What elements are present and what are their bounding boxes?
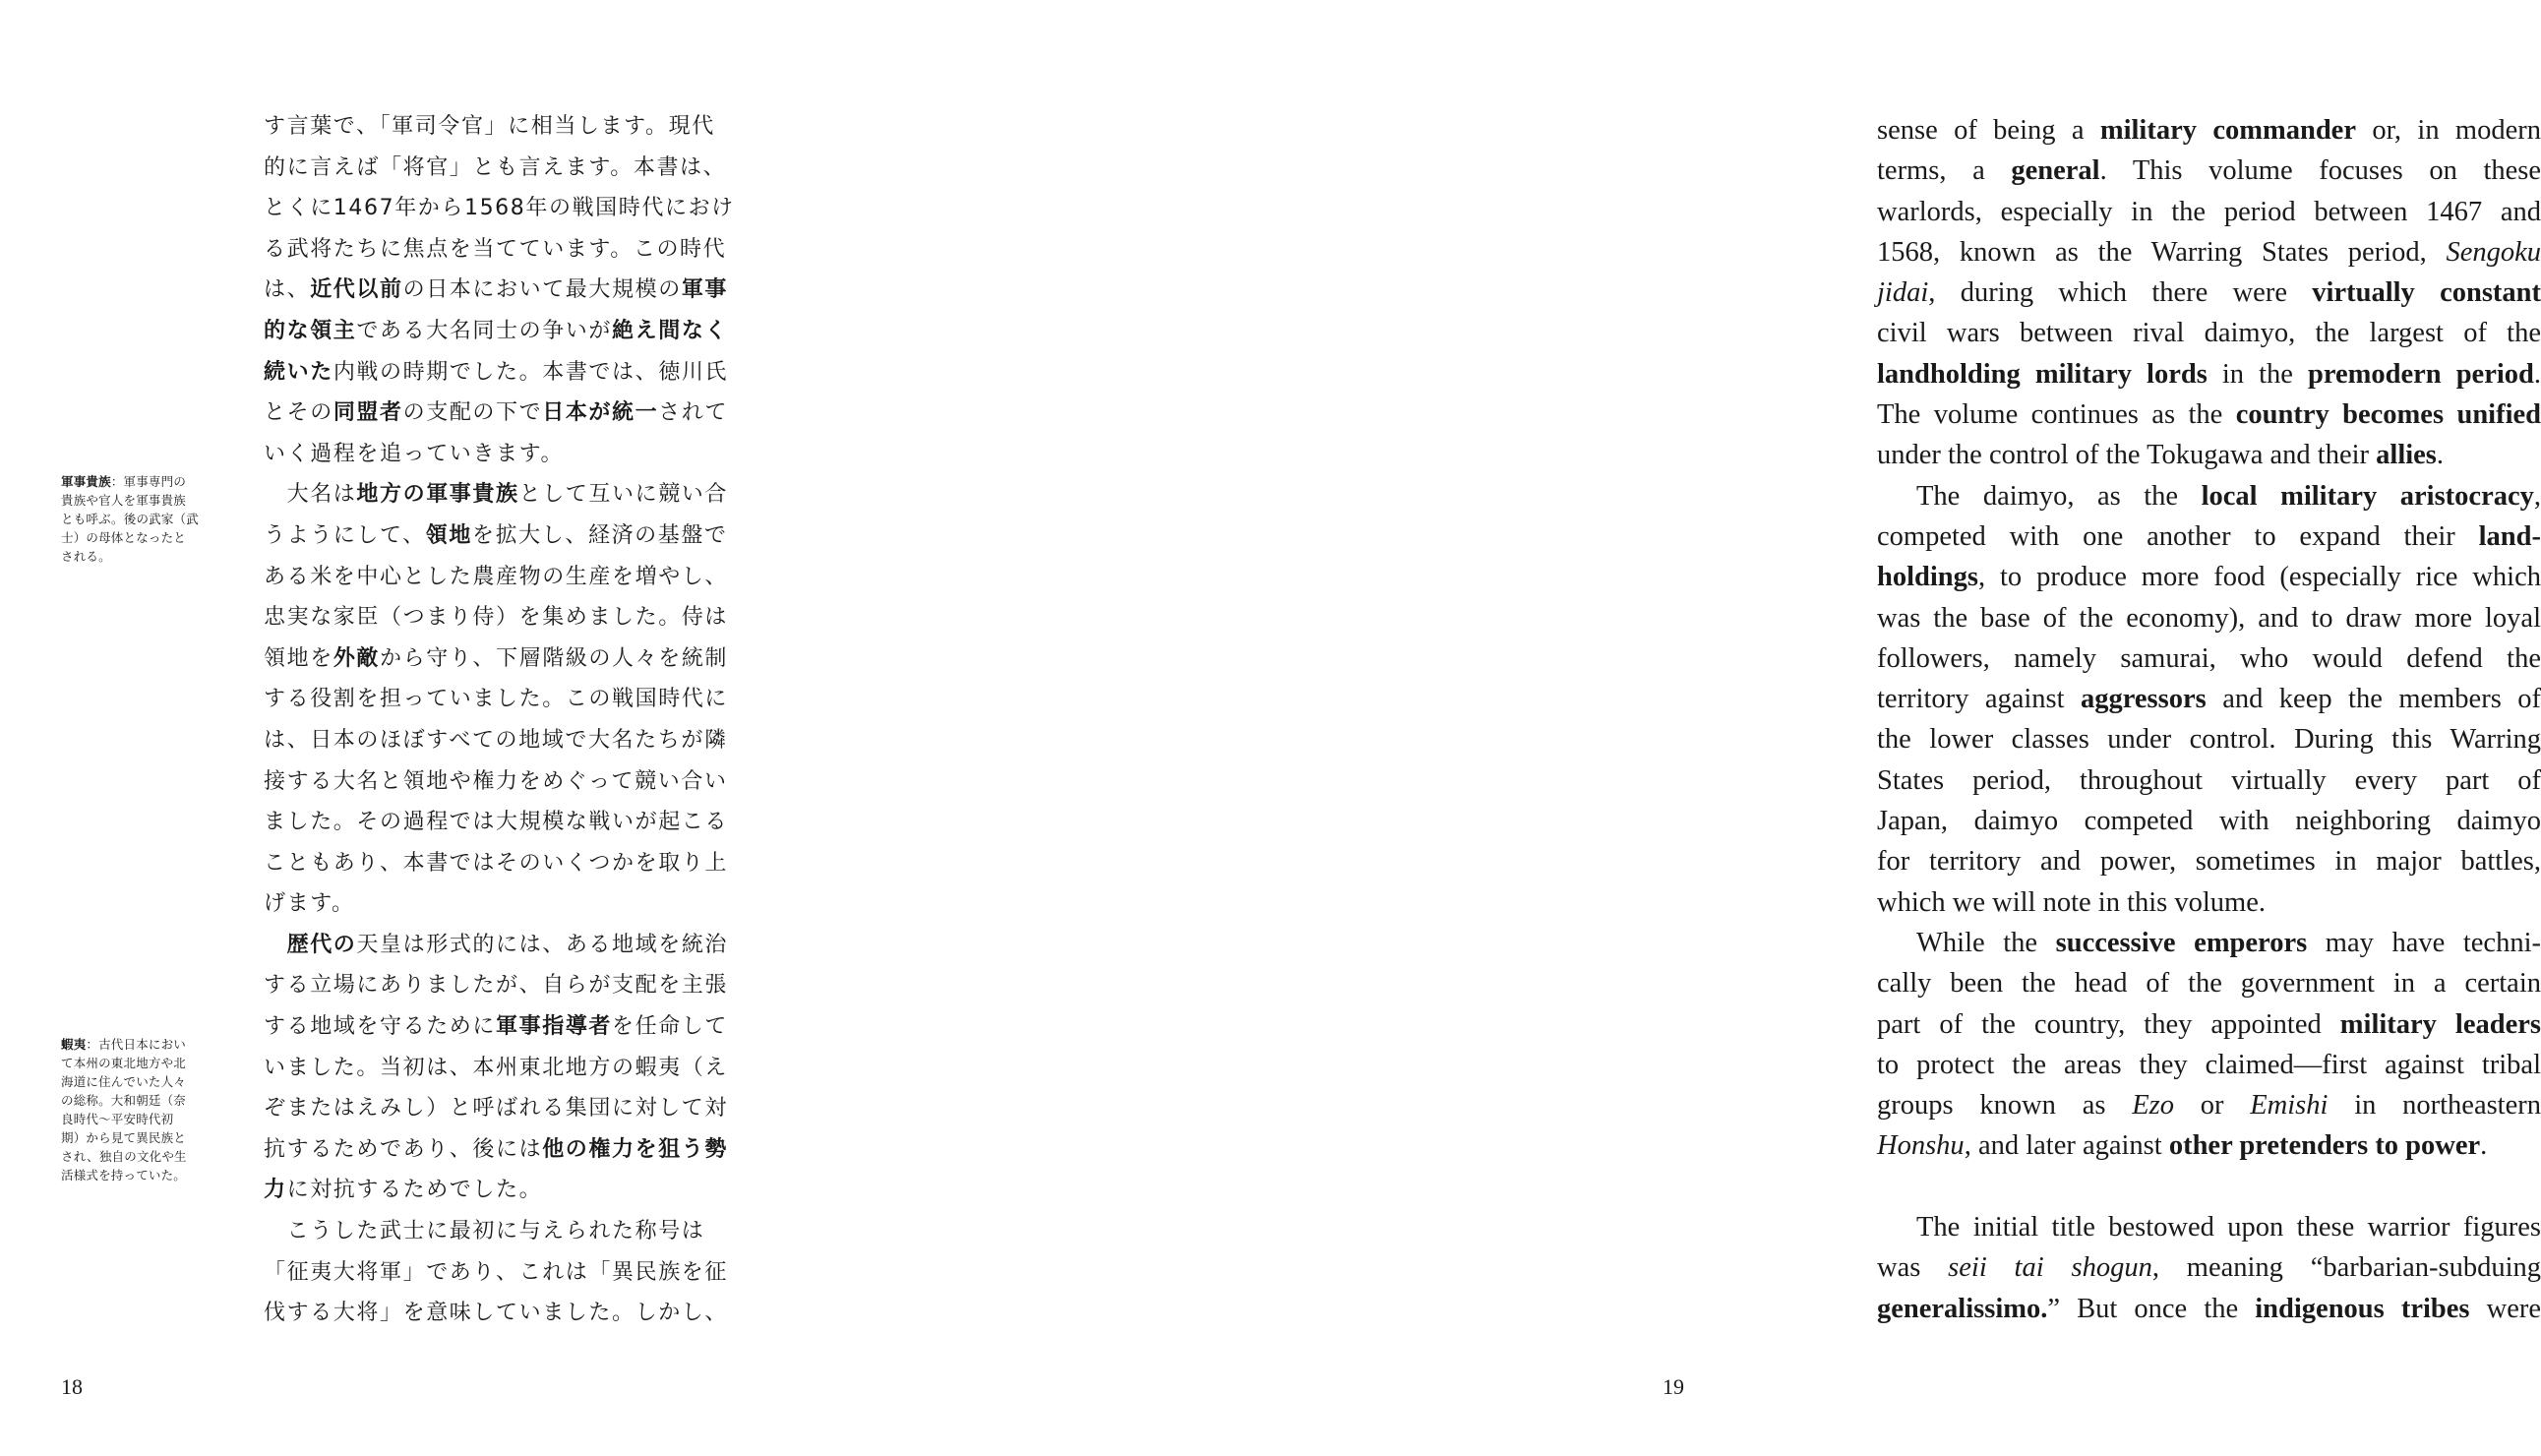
side-note-line	[61, 510, 228, 528]
en-text-line	[1877, 313, 2541, 353]
bold-term: 歴代の	[286, 932, 357, 957]
en-text-line	[1877, 557, 2541, 597]
text-run: げます。	[264, 891, 355, 917]
text-run: する立場にありましたが、自らが支配を主張	[264, 973, 729, 999]
page-number-right: 19	[1663, 1374, 1684, 1399]
text-run: されて	[658, 400, 729, 426]
jp-text-line	[264, 1129, 756, 1171]
text-run: 接する大名と領地や権力をめぐって競い合い	[264, 768, 728, 794]
text-run: .	[2436, 440, 2445, 471]
bold-term: indigenous tribes	[2255, 1293, 2470, 1324]
bold-term: military commander	[2099, 115, 2356, 146]
jp-text-line	[264, 802, 756, 843]
text-run: ：軍事専門の	[110, 474, 187, 489]
text-run: cally been the head of the government in a certain	[1877, 968, 2541, 1000]
text-run: の総称。大和朝廷（奈	[61, 1093, 187, 1108]
text-run: ” But once the	[2047, 1293, 2256, 1324]
bold-term: 軍事	[681, 277, 729, 303]
text-run: の支配の下で	[402, 400, 543, 426]
bold-term: general	[2011, 155, 2100, 187]
bold-term: allies	[2376, 440, 2437, 471]
side-note-line	[61, 472, 228, 491]
side-note-line	[61, 1166, 228, 1184]
text-run: , to produce more food (especially rice which	[1977, 562, 2541, 593]
text-run: which we will note in this volume.	[1877, 886, 2266, 918]
en-text-line	[1877, 232, 2541, 273]
bold-term: 他の権力を狙う勢	[542, 1136, 729, 1162]
side-note-line	[61, 1110, 228, 1128]
text-run: to protect the areas they claimed—first against tribal	[1877, 1049, 2541, 1080]
en-text-line	[1877, 394, 2541, 435]
text-run: うようにして、	[264, 522, 426, 548]
text-run: groups known as	[1877, 1090, 2133, 1122]
text-run: the lower classes under control. During this Warring	[1877, 724, 2541, 756]
text-run: civil wars between rival daimyo, the largest of the	[1877, 318, 2541, 349]
jp-text-line	[264, 516, 756, 557]
jp-text-line	[264, 229, 756, 271]
bold-term: military leaders	[2339, 1008, 2541, 1040]
side-note-line	[61, 1054, 228, 1072]
en-text-line	[1877, 273, 2541, 313]
en-text-line	[1877, 638, 2541, 679]
text-run: す言葉で、「軍司令官」に相当します。現代	[264, 114, 715, 139]
jp-text-line	[264, 352, 756, 394]
en-text-line	[1877, 435, 2541, 475]
text-run: may have techni-	[2307, 927, 2541, 958]
bold-term: landholding military lords	[1877, 358, 2208, 390]
text-run: . This volume focuses on these	[2099, 155, 2541, 187]
side-note-line	[61, 547, 228, 566]
text-run: に対抗するためでした。	[286, 1178, 543, 1203]
side-note-emishi	[61, 1035, 228, 1184]
text-run: る武将たちに焦点を当てています。この時代	[264, 236, 727, 262]
text-run: or, in modern	[2355, 115, 2541, 146]
text-run: 良時代～平安時代初	[61, 1112, 174, 1126]
bold-term: 軍事貴族	[61, 474, 111, 489]
text-run: 「征夷大将軍」であり、これは「異民族を征	[264, 1259, 729, 1285]
en-text-line	[1877, 192, 2541, 232]
en-text-line	[1877, 923, 2541, 963]
side-note-line	[61, 1128, 228, 1147]
en-text-line	[1877, 354, 2541, 394]
text-run: いく過程を追っていきます。	[264, 441, 565, 466]
right-page	[876, 0, 2541, 1456]
jp-text-line	[264, 188, 756, 229]
jp-text-line	[264, 1293, 756, 1334]
text-run: は、日本のほぼすべての地域で大名たちが隣	[264, 727, 728, 753]
text-run: 伐する大将」を意味していました。しかし、	[264, 1301, 729, 1326]
bold-term: virtually constant	[2312, 277, 2541, 309]
bold-term: land-	[2478, 520, 2541, 552]
text-run: は、	[264, 277, 311, 303]
text-run: The volume continues as the	[1877, 399, 2236, 431]
side-note-line	[61, 528, 228, 547]
left-page	[0, 0, 876, 1456]
text-run: 的に言えば「将官」とも言えます。本書は、	[264, 154, 727, 180]
text-run: in the	[2207, 358, 2308, 390]
text-run: とその	[264, 400, 333, 426]
en-text-line	[1877, 516, 2541, 557]
bold-term: 近代以前	[310, 277, 403, 303]
en-text-line	[1877, 719, 2541, 759]
text-run: The initial title bestowed upon these warrior figures	[1916, 1212, 2541, 1244]
text-run: ました。その過程では大規模な戦いが起こる	[264, 810, 729, 835]
text-run: part of the country, they appointed	[1877, 1008, 2340, 1040]
bold-term: 蝦夷	[61, 1037, 87, 1052]
jp-text-line	[264, 679, 756, 720]
text-run: ：古代日本におい	[86, 1037, 187, 1052]
italic-term: Sengoku	[2446, 236, 2541, 268]
text-run: こともあり、本書ではそのいくつかを取り上	[264, 850, 729, 876]
text-run: Japan, daimyo competed with neighboring daimyo	[1877, 806, 2541, 837]
en-text-line	[1877, 110, 2541, 151]
jp-text-line	[264, 311, 756, 352]
en-text-line	[1877, 963, 2541, 1003]
bold-term: local military aristocracy	[2201, 480, 2534, 512]
bold-term: successive emperors	[2055, 927, 2308, 958]
text-run: 領地を	[264, 645, 333, 671]
text-run: 海道に住んでいた人々	[61, 1074, 187, 1089]
bold-term: holdings	[1877, 562, 1978, 593]
text-run: として互いに競い合	[518, 482, 729, 508]
text-run: under the control of the Tokugawa and their	[1877, 440, 2377, 471]
jp-text-line	[264, 1211, 756, 1252]
jp-text-line	[264, 638, 756, 680]
text-run: While the	[1916, 927, 2056, 958]
en-text-line	[1877, 1004, 2541, 1045]
side-note-line	[61, 491, 228, 510]
en-text-line	[1877, 801, 2541, 841]
jp-text-line	[264, 1170, 756, 1211]
jp-text-line	[264, 761, 756, 803]
side-note-line	[61, 1035, 228, 1054]
bold-term: 絶え間なく	[612, 318, 729, 343]
en-text-line	[1877, 151, 2541, 191]
jp-text-line	[264, 843, 756, 884]
en-text-line	[1877, 1085, 2541, 1125]
paragraph-gap	[1877, 1167, 2541, 1207]
text-run: , and later against	[1964, 1130, 2169, 1162]
jp-text-line	[264, 1048, 756, 1089]
jp-text-line	[264, 393, 756, 434]
en-text-line	[1877, 841, 2541, 881]
text-run: 大名は	[264, 482, 357, 508]
text-run: 貴族や官人を軍事貴族	[61, 493, 187, 508]
text-run: ある米を中心とした農産物の生産を増やし、	[264, 564, 729, 589]
text-run: 活様式を持っていた。	[61, 1168, 187, 1183]
en-text-line	[1877, 1289, 2541, 1329]
jp-text-line	[264, 106, 756, 148]
bold-term: 続いた	[264, 359, 333, 385]
text-run: いました。当初は、本州東北地方の蝦夷（え	[264, 1055, 729, 1080]
side-note-line	[61, 1147, 228, 1166]
text-run: の日本において最大規模の	[402, 277, 682, 303]
side-note-line	[61, 1091, 228, 1110]
jp-text-line	[264, 597, 756, 638]
text-run: とも呼ぶ。後の武家（武	[61, 512, 199, 526]
jp-text-line	[264, 434, 756, 475]
italic-term: Honshu	[1877, 1130, 1965, 1162]
text-run: する地域を守るために	[264, 1014, 497, 1040]
text-run: 士）の母体となったと	[61, 530, 187, 545]
text-run: から守り、下層階級の人々を統制	[380, 645, 729, 671]
jp-text-line	[264, 474, 756, 516]
jp-text-line	[264, 1088, 756, 1129]
text-run: competed with one another to expand their	[1877, 520, 2479, 552]
text-run: , meaning “barbarian-subduing	[2151, 1252, 2541, 1284]
italic-term: jidai	[1877, 277, 1929, 309]
text-run: .	[2533, 358, 2541, 390]
text-run: 内戦の時期でした。本書では、徳川氏	[333, 359, 729, 385]
text-run: territory against	[1877, 684, 2082, 715]
text-run: 抗するためであり、後には	[264, 1136, 543, 1162]
text-run: され、独自の文化や生	[61, 1149, 187, 1164]
jp-text-line	[264, 1006, 756, 1048]
text-run	[264, 933, 287, 957]
text-run: or	[2173, 1090, 2251, 1122]
en-text-line	[1877, 1207, 2541, 1247]
text-run: 天皇は形式的には、ある地域を統治	[356, 932, 729, 957]
bold-term: generalissimo.	[1877, 1293, 2048, 1324]
text-run: する役割を担っていました。この戦国時代に	[264, 687, 729, 712]
text-run: .	[2480, 1130, 2488, 1162]
text-run: 1568, known as the Warring States period,	[1877, 236, 2447, 268]
bold-term: 軍事指導者	[496, 1014, 613, 1040]
jp-text-line	[264, 1252, 756, 1294]
italic-term: Ezo	[2132, 1090, 2174, 1122]
text-run: was	[1877, 1252, 1949, 1284]
text-run: 忠実な家臣（つまり侍）を集めました。侍は	[264, 605, 729, 631]
text-run: 期）から見て異民族と	[61, 1130, 187, 1145]
en-text-line	[1877, 760, 2541, 801]
italic-term: seii tai shogun	[1948, 1252, 2152, 1284]
en-text-line	[1877, 598, 2541, 638]
bold-term: 力	[264, 1178, 287, 1203]
japanese-main-text	[264, 106, 756, 1334]
text-run: sense of being a	[1877, 115, 2100, 146]
en-text-line	[1877, 1045, 2541, 1085]
text-run: for territory and power, sometimes in major battles,	[1877, 846, 2541, 878]
text-run: terms, a	[1877, 155, 2012, 187]
text-run: である大名同士の争いが	[356, 318, 613, 343]
bold-term: country becomes unified	[2235, 399, 2541, 431]
en-text-line	[1877, 1247, 2541, 1288]
bold-term: 外敵	[333, 645, 381, 671]
bold-term: 領地	[425, 522, 472, 548]
bold-term: aggressors	[2081, 684, 2207, 715]
bold-term: 地方の軍事貴族	[356, 482, 519, 508]
bold-term: other pretenders to power	[2168, 1130, 2481, 1162]
text-run: ぞまたはえみし）と呼ばれる集団に対して対	[264, 1096, 729, 1122]
en-text-line	[1877, 476, 2541, 516]
text-run: とくに1467年から1568年の戦国時代におけ	[264, 196, 735, 221]
en-text-line	[1877, 1125, 2541, 1166]
italic-term: Emishi	[2250, 1090, 2329, 1122]
text-run: て本州の東北地方や北	[61, 1056, 187, 1070]
bold-term: 同盟者	[333, 400, 403, 426]
side-note-line	[61, 1072, 228, 1091]
text-run: was the base of the economy), and to draw more loyal	[1877, 602, 2541, 634]
text-run: were	[2469, 1293, 2541, 1324]
text-run: を任命して	[612, 1014, 729, 1040]
jp-text-line	[264, 925, 756, 966]
text-run: in northeastern	[2328, 1090, 2541, 1122]
bold-term: premodern period	[2308, 358, 2534, 390]
text-run: , during which there were	[1928, 277, 2313, 309]
text-run: The daimyo, as the	[1916, 480, 2202, 512]
page-number-left: 18	[61, 1374, 83, 1399]
text-run: States period, throughout virtually every part of	[1877, 764, 2541, 796]
jp-text-line	[264, 720, 756, 761]
bold-term: 的な領主	[264, 318, 357, 343]
text-run: される。	[61, 549, 111, 564]
jp-text-line	[264, 883, 756, 925]
bold-term: 日本が統一	[542, 400, 659, 426]
text-run: こうした武士に最初に与えられた称号は	[264, 1219, 705, 1244]
jp-text-line	[264, 965, 756, 1006]
text-run: and keep the members of	[2206, 684, 2541, 715]
side-note-gunji-kizoku	[61, 472, 228, 566]
en-text-line	[1877, 882, 2541, 923]
en-text-line	[1877, 679, 2541, 719]
jp-text-line	[264, 148, 756, 189]
english-main-text	[1877, 110, 2541, 1329]
text-run: を拡大し、経済の基盤で	[471, 522, 728, 548]
text-run: warlords, especially in the period between 1467 and	[1877, 196, 2541, 227]
text-run: followers, namely samurai, who would defend the	[1877, 642, 2541, 674]
jp-text-line	[264, 557, 756, 598]
text-run: ,	[2533, 480, 2541, 512]
jp-text-line	[264, 270, 756, 311]
